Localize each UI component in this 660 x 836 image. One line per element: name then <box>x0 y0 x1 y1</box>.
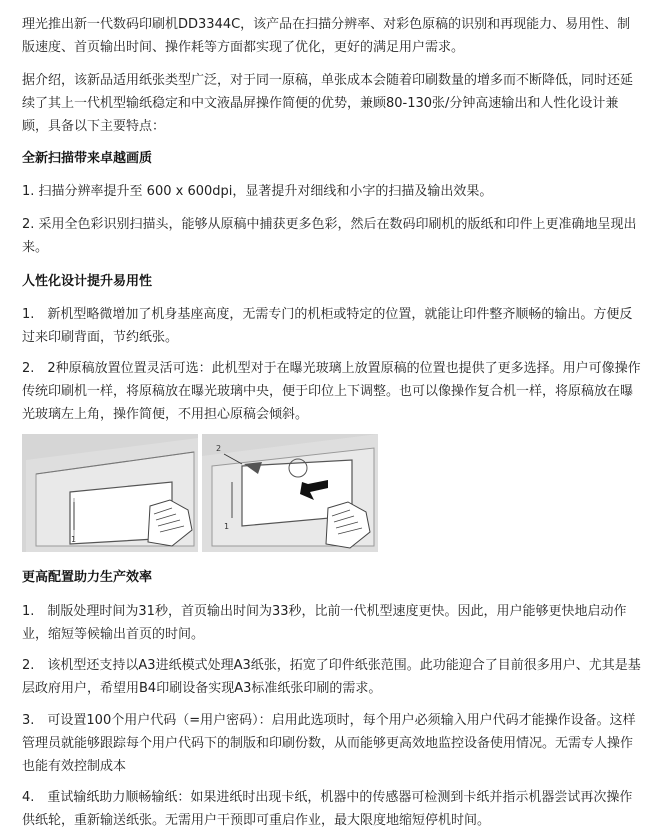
center-placement-svg <box>22 434 198 552</box>
intro-paragraph-2: 据介绍，该新品适用纸张类型广泛，对于同一原稿，单张成本会随着印刷数量的增多而不断降低，同时还延续了其上一代机型输纸稳定和中文液晶屏操作简便的优势，兼顾80-130张/分钟高速输出和人性化设计兼顾，具备以下主要特点： <box>22 73 634 134</box>
corner-diagram-marker-bottom: 1 <box>224 522 230 531</box>
center-diagram-marker: 1 <box>71 535 77 544</box>
efficiency-item-4: 4. 重试输纸助力顺畅输纸：如果进纸时出现卡纸，机器中的传感器可检测到卡纸并指示机器尝试再次操作供纸轮，重新输送纸张。无需用户干预即可重启作业，最大限度地缩短停机时间。 <box>22 790 633 828</box>
center-placement-diagram <box>22 434 198 552</box>
corner-diagram-marker-top: 2 <box>216 444 222 453</box>
section-heading-scanning: 全新扫描带来卓越画质 <box>22 151 153 166</box>
section-heading-efficiency: 更高配置助力生产效率 <box>22 570 153 585</box>
usability-item-1: 1. 新机型略微增加了机身基座高度，无需专门的机柜或特定的位置，就能让印件整齐顺畅的输出。方便反过来印刷背面，节约纸张。 <box>22 307 633 345</box>
usability-item-2: 2. 2种原稿放置位置灵活可选：此机型对于在曝光玻璃上放置原稿的位置也提供了更多选择。用户可像操作传统印刷机一样，将原稿放在曝光玻璃中央，便于印位上下调整。也可以像操作复合机一样，将原稿放在曝光玻璃左上角，操作简便，不用担心原稿会倾斜。 <box>22 361 641 422</box>
intro-paragraph-1: 理光推出新一代数码印刷机DD3344C，该产品在扫描分辨率、对彩色原稿的识别和再现能力、易用性、制版速度、首页输出时间、操作耗等方面都实现了优化，更好的满足用户需求。 <box>22 17 631 55</box>
corner-placement-svg <box>202 434 378 552</box>
scanning-item-2: 2. 采用全色彩识别扫描头，能够从原稿中捕获更多色彩，然后在数码印刷机的版纸和印件上更准确地呈现出来。 <box>22 217 637 255</box>
efficiency-item-1: 1. 制版处理时间为31秒，首页输出时间为33秒，比前一代机型速度更快。因此，用户能够更快地启动作业，缩短等候输出首页的时间。 <box>22 604 627 642</box>
section-heading-usability: 人性化设计提升易用性 <box>22 274 153 289</box>
original-placement-illustration <box>22 434 378 552</box>
scanning-item-1: 1. 扫描分辨率提升至 600 x 600dpi，显著提升对细线和小字的扫描及输出效果。 <box>22 184 493 199</box>
efficiency-item-3: 3. 可设置100个用户代码（=用户密码）：启用此选项时，每个用户必须输入用户代码才能操作设备。这样管理员就能够跟踪每个用户代码下的制版和印刷份数，从而能够更高效地监控设备使用情况。无需专人操作也能有效控制成本 <box>22 713 636 774</box>
corner-placement-diagram <box>202 434 378 552</box>
efficiency-item-2: 2. 该机型还支持以A3进纸模式处理A3纸张，拓宽了印件纸张范围。此功能迎合了目前很多用户、尤其是基层政府用户，希望用B4印刷设备实现A3标准纸张印刷的需求。 <box>22 658 641 696</box>
